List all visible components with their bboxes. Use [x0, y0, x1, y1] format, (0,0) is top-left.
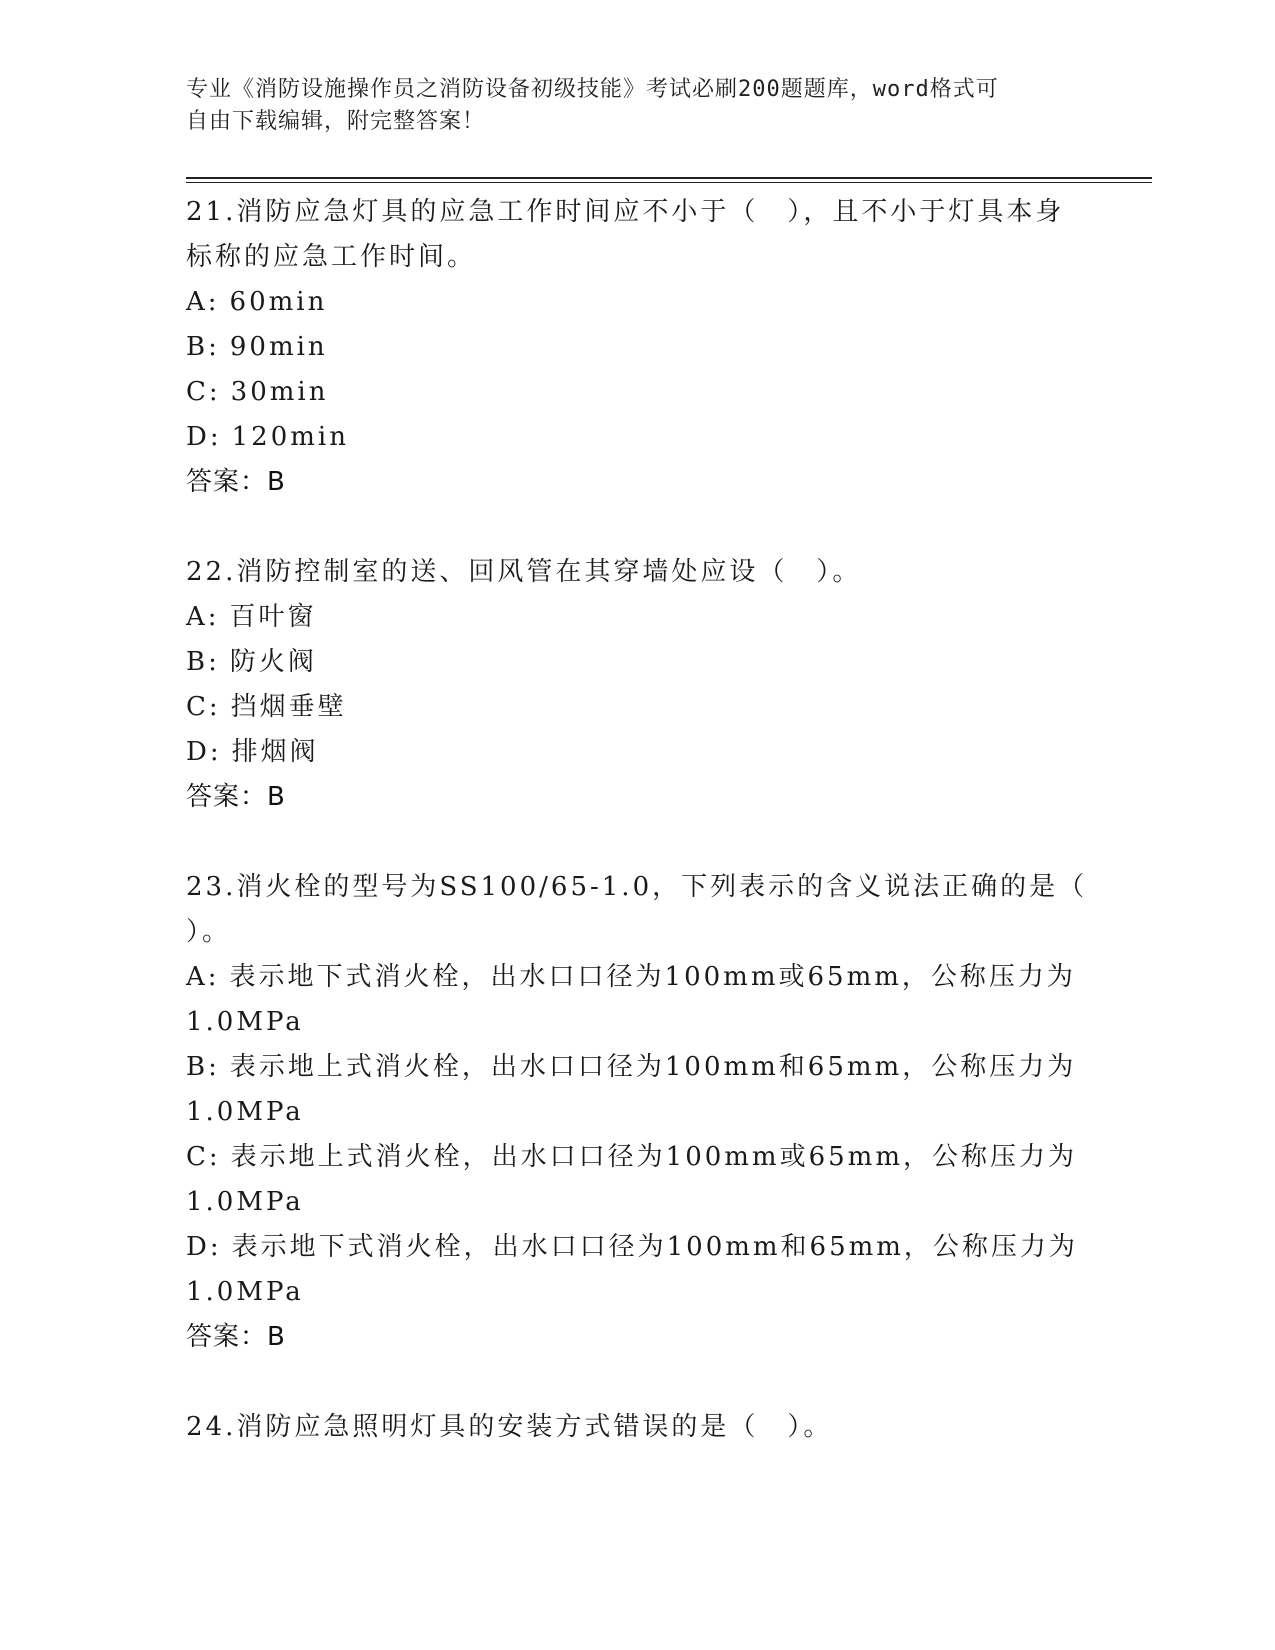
- option-b: [186, 325, 1096, 370]
- option-label: A:: [186, 602, 220, 632]
- question-spacer: [186, 1360, 1096, 1405]
- option-text: 表示地上式消火栓，出水口口径为100mm或65mm，公称压力为: [230, 1142, 1077, 1172]
- option-label: B:: [186, 1052, 220, 1082]
- option-c-continuation: 1.0MPa: [186, 1187, 304, 1217]
- option-label: C:: [186, 1142, 221, 1172]
- option-text: 排烟阀: [231, 737, 319, 767]
- option-text: 90min: [229, 332, 328, 362]
- header-divider-thin: [186, 182, 1152, 183]
- option-a: [186, 955, 1096, 1000]
- question-list: [186, 190, 1096, 1450]
- document-header: [186, 74, 1066, 138]
- option-label: B:: [186, 647, 220, 677]
- option-d-continuation: 1.0MPa: [186, 1277, 304, 1307]
- option-c: [186, 1135, 1096, 1180]
- option-a: [186, 595, 1096, 640]
- question-stem-line: ）。: [186, 917, 232, 947]
- option-label: D:: [186, 737, 222, 767]
- option-label: D:: [186, 422, 222, 452]
- option-c: [186, 370, 1096, 415]
- option-b-continuation: 1.0MPa: [186, 1097, 304, 1127]
- header-line-2: 自由下载编辑，附完整答案！: [186, 109, 486, 134]
- question-24: [186, 1405, 1096, 1450]
- question-stem-line: 24.消防应急照明灯具的安装方式错误的是（ ）。: [186, 1412, 833, 1442]
- option-label: A:: [186, 962, 220, 992]
- header-line-1: 专业《消防设施操作员之消防设备初级技能》考试必刷200题题库，word格式可: [186, 77, 999, 102]
- question-21: [186, 190, 1096, 505]
- option-b: [186, 640, 1096, 685]
- option-label: D:: [186, 1232, 222, 1262]
- option-label: A:: [186, 287, 220, 317]
- option-d: [186, 730, 1096, 775]
- header-divider-thick: [186, 177, 1152, 179]
- option-c: [186, 685, 1096, 730]
- option-text: 30min: [230, 377, 329, 407]
- option-label: B:: [186, 332, 220, 362]
- option-a: [186, 280, 1096, 325]
- option-text: 百叶窗: [229, 602, 317, 632]
- option-text: 防火阀: [229, 647, 317, 677]
- question-22: [186, 550, 1096, 820]
- question-stem-line: 22.消防控制室的送、回风管在其穿墙处应设（ ）。: [186, 557, 862, 587]
- answer-line: 答案：B: [186, 782, 286, 812]
- question-stem-line: 标称的应急工作时间。: [186, 242, 477, 272]
- answer-line: 答案：B: [186, 1322, 286, 1352]
- option-label: C:: [186, 692, 221, 722]
- option-text: 表示地上式消火栓，出水口口径为100mm和65mm，公称压力为: [229, 1052, 1077, 1082]
- option-d: [186, 415, 1096, 460]
- question-spacer: [186, 820, 1096, 865]
- option-b: [186, 1045, 1096, 1090]
- question-stem-line: 23.消火栓的型号为SS100/65-1.0，下列表示的含义说法正确的是（: [186, 872, 1088, 902]
- option-label: C:: [186, 377, 221, 407]
- question-23: [186, 865, 1096, 1360]
- option-text: 120min: [231, 422, 349, 452]
- option-text: 挡烟垂壁: [230, 692, 347, 722]
- option-d: [186, 1225, 1096, 1270]
- answer-line: 答案：B: [186, 467, 286, 497]
- option-text: 表示地下式消火栓，出水口口径为100mm和65mm，公称压力为: [231, 1232, 1078, 1262]
- option-a-continuation: 1.0MPa: [186, 1007, 304, 1037]
- question-spacer: [186, 505, 1096, 550]
- question-stem-line: 21.消防应急灯具的应急工作时间应不小于（ ），且不小于灯具本身: [186, 197, 1065, 227]
- option-text: 表示地下式消火栓，出水口口径为100mm或65mm，公称压力为: [229, 962, 1076, 992]
- option-text: 60min: [229, 287, 328, 317]
